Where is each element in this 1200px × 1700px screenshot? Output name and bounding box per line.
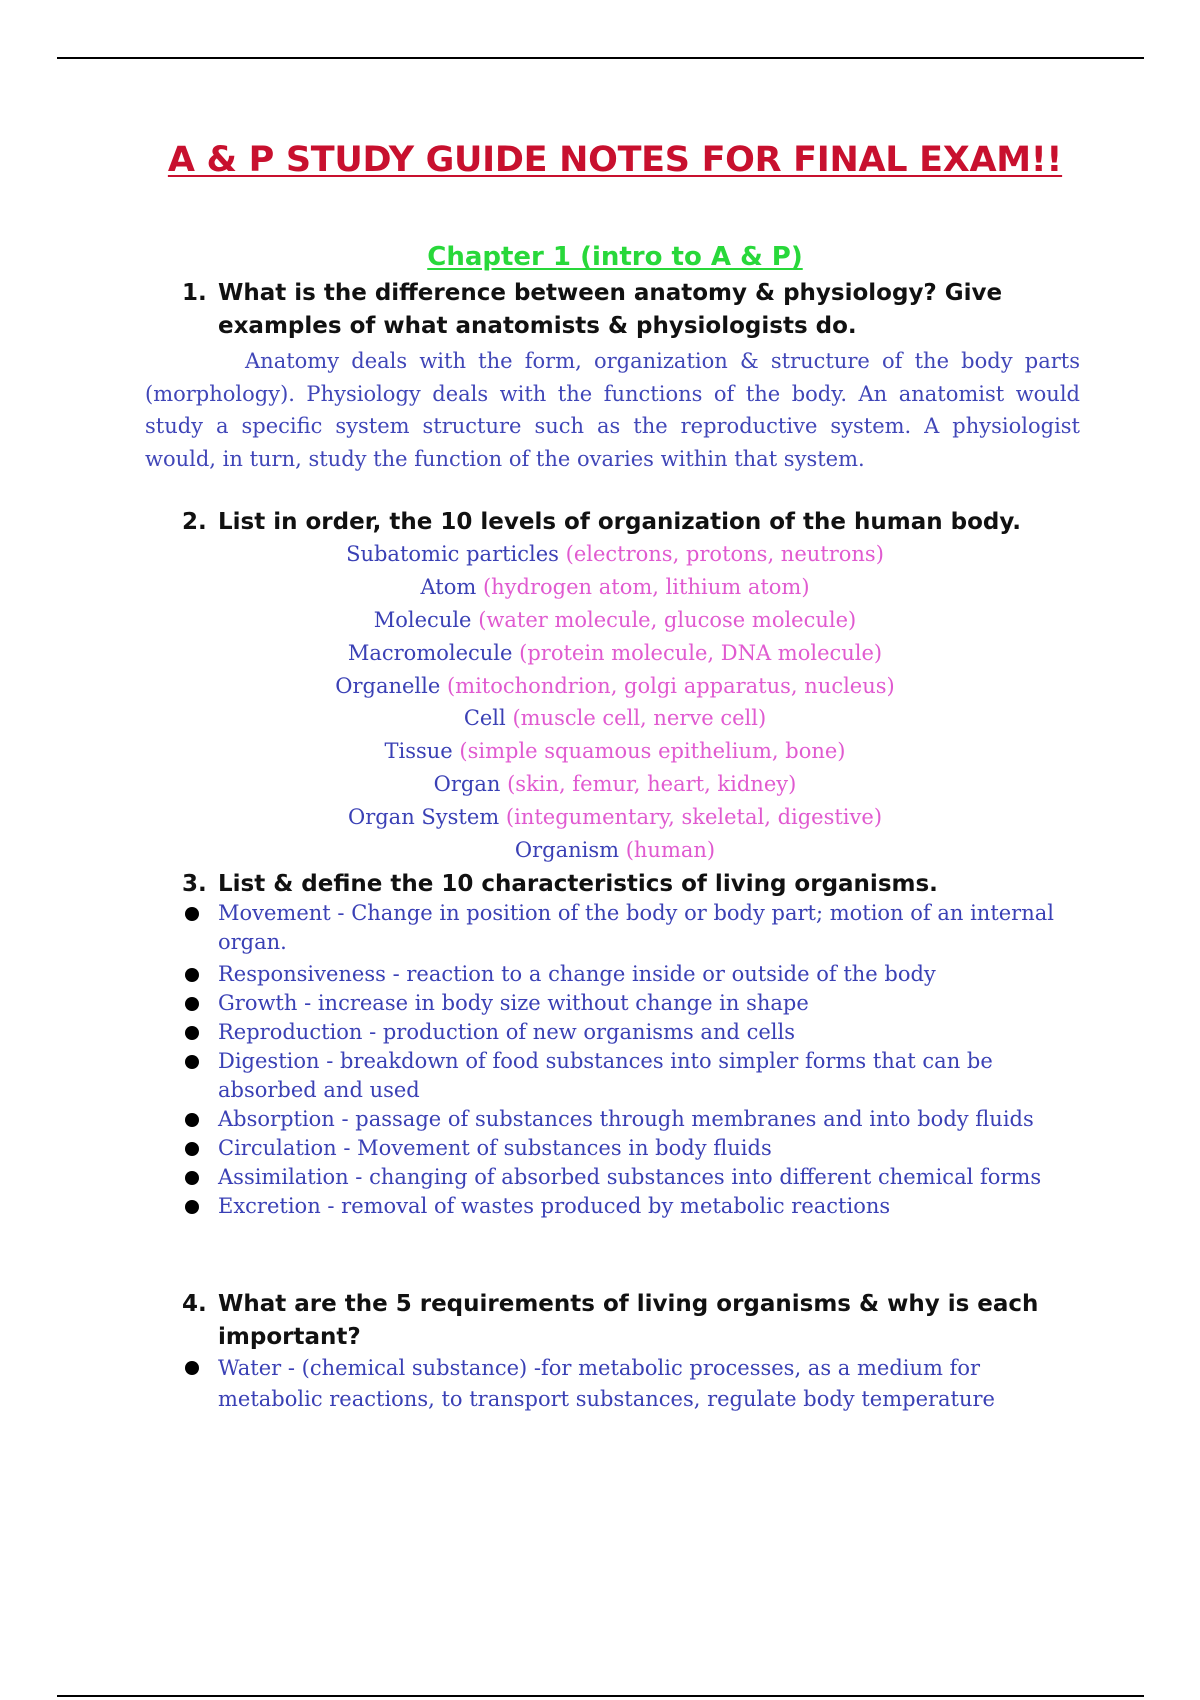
bottom-rule [57,1695,1144,1697]
list-item [182,1018,1082,1047]
question-text: List & define the 10 characteristics of living organisms. [218,871,938,897]
level-example: (electrons, protons, neutrons) [565,542,884,566]
level-name: Organism [514,838,620,863]
level-example: (hydrogen atom, lithium atom) [482,574,810,599]
level-example: (protein molecule, DNA molecule) [519,640,883,665]
level-example: (human) [625,838,716,863]
item-text: Responsiveness - reaction to a change inside or outside of the body [218,962,936,986]
question-number: 3. [182,871,207,897]
item-text: Assimilation - changing of absorbed substances into different chemical forms [218,1165,1042,1189]
list-item [0,702,1200,735]
level-example: (muscle cell, nerve cell) [512,706,767,731]
level-name: Organelle [335,673,441,698]
list-item [182,1353,1082,1415]
page-title: A & P STUDY GUIDE NOTES FOR FINAL EXAM!! [167,140,1063,180]
list-item [0,604,1200,637]
list-item [182,899,1082,957]
bullet-icon [185,1171,199,1185]
question-text: List in order, the 10 levels of organization of the human body. [218,509,1021,535]
item-text: Water - (chemical substance) -for metabolic processes, as a medium for metabolic reactions, to transport substances, regulate body temperature [218,1356,995,1411]
list-item [182,1192,1082,1221]
chapter-heading: Chapter 1 (intro to A & P) [427,242,803,272]
list-item [0,768,1200,801]
item-text: Reproduction - production of new organisms and cells [218,1020,795,1044]
bullet-icon [185,1026,199,1040]
bullet-icon [185,1361,199,1375]
bullet-icon [185,1055,199,1069]
top-rule [57,57,1144,59]
levels-of-organization-list [0,538,1200,867]
list-item [0,670,1200,703]
question-number: 4. [182,1291,207,1317]
level-example: (mitochondrion, golgi apparatus, nucleus) [446,673,895,698]
level-name: Molecule [373,607,472,632]
level-example: (integumentary, skeletal, digestive) [505,805,883,830]
list-item [182,960,1082,989]
question-text: What are the 5 requirements of living organisms & why is each important? [218,1291,1039,1350]
list-item [0,538,1200,571]
bullet-icon [185,1200,199,1214]
item-text: Circulation - Movement of substances in body fluids [218,1136,772,1160]
level-name: Subatomic particles [346,542,559,566]
level-name: Macromolecule [347,640,513,665]
question-number: 1. [182,280,207,306]
level-name: Organ [433,772,501,797]
level-example: (skin, femur, heart, kidney) [507,772,797,797]
bullet-icon [185,997,199,1011]
level-name: Atom [420,574,477,599]
question-number: 2. [182,509,207,535]
level-name: Organ System [347,805,500,830]
level-name: Tissue [384,739,453,764]
list-item [0,735,1200,768]
requirements-list [182,1353,1082,1415]
item-text: Digestion - breakdown of food substances into simpler forms that can be absorbed and used [218,1049,993,1102]
list-item [182,1134,1082,1163]
bullet-icon [185,907,199,921]
characteristics-list [182,899,1082,1221]
list-item [0,571,1200,604]
list-item [182,1047,1082,1105]
level-example: (water molecule, glucose molecule) [478,607,857,632]
answer-1-paragraph: Anatomy deals with the form, organization & structure of the body parts (morphology). Physiology deals with the functions of the body. An anatomist would study a specific system structure such as the reproductive system. A physiologist would, in turn, study the function of the ovaries within that system. [145,349,1080,471]
list-item [0,637,1200,670]
list-item [0,834,1200,867]
question-1 [182,277,1082,343]
question-4 [182,1288,1082,1354]
list-item [182,989,1082,1018]
item-text: Excretion - removal of wastes produced by metabolic reactions [218,1194,891,1218]
question-3 [182,868,1082,901]
list-item [0,801,1200,834]
bullet-icon [185,968,199,982]
level-name: Cell [463,706,506,731]
list-item [182,1105,1082,1134]
item-text: Growth - increase in body size without change in shape [218,991,809,1015]
bullet-icon [185,1113,199,1127]
question-text: What is the difference between anatomy & physiology? Give examples of what anatomists & physiologists do. [218,280,1003,339]
list-item [182,1163,1082,1192]
bullet-icon [185,1142,199,1156]
question-2 [182,506,1082,539]
item-text: Absorption - passage of substances through membranes and into body fluids [218,1107,1034,1131]
item-text: Movement - Change in position of the body or body part; motion of an internal organ. [218,901,1054,954]
level-example: (simple squamous epithelium, bone) [459,739,846,764]
